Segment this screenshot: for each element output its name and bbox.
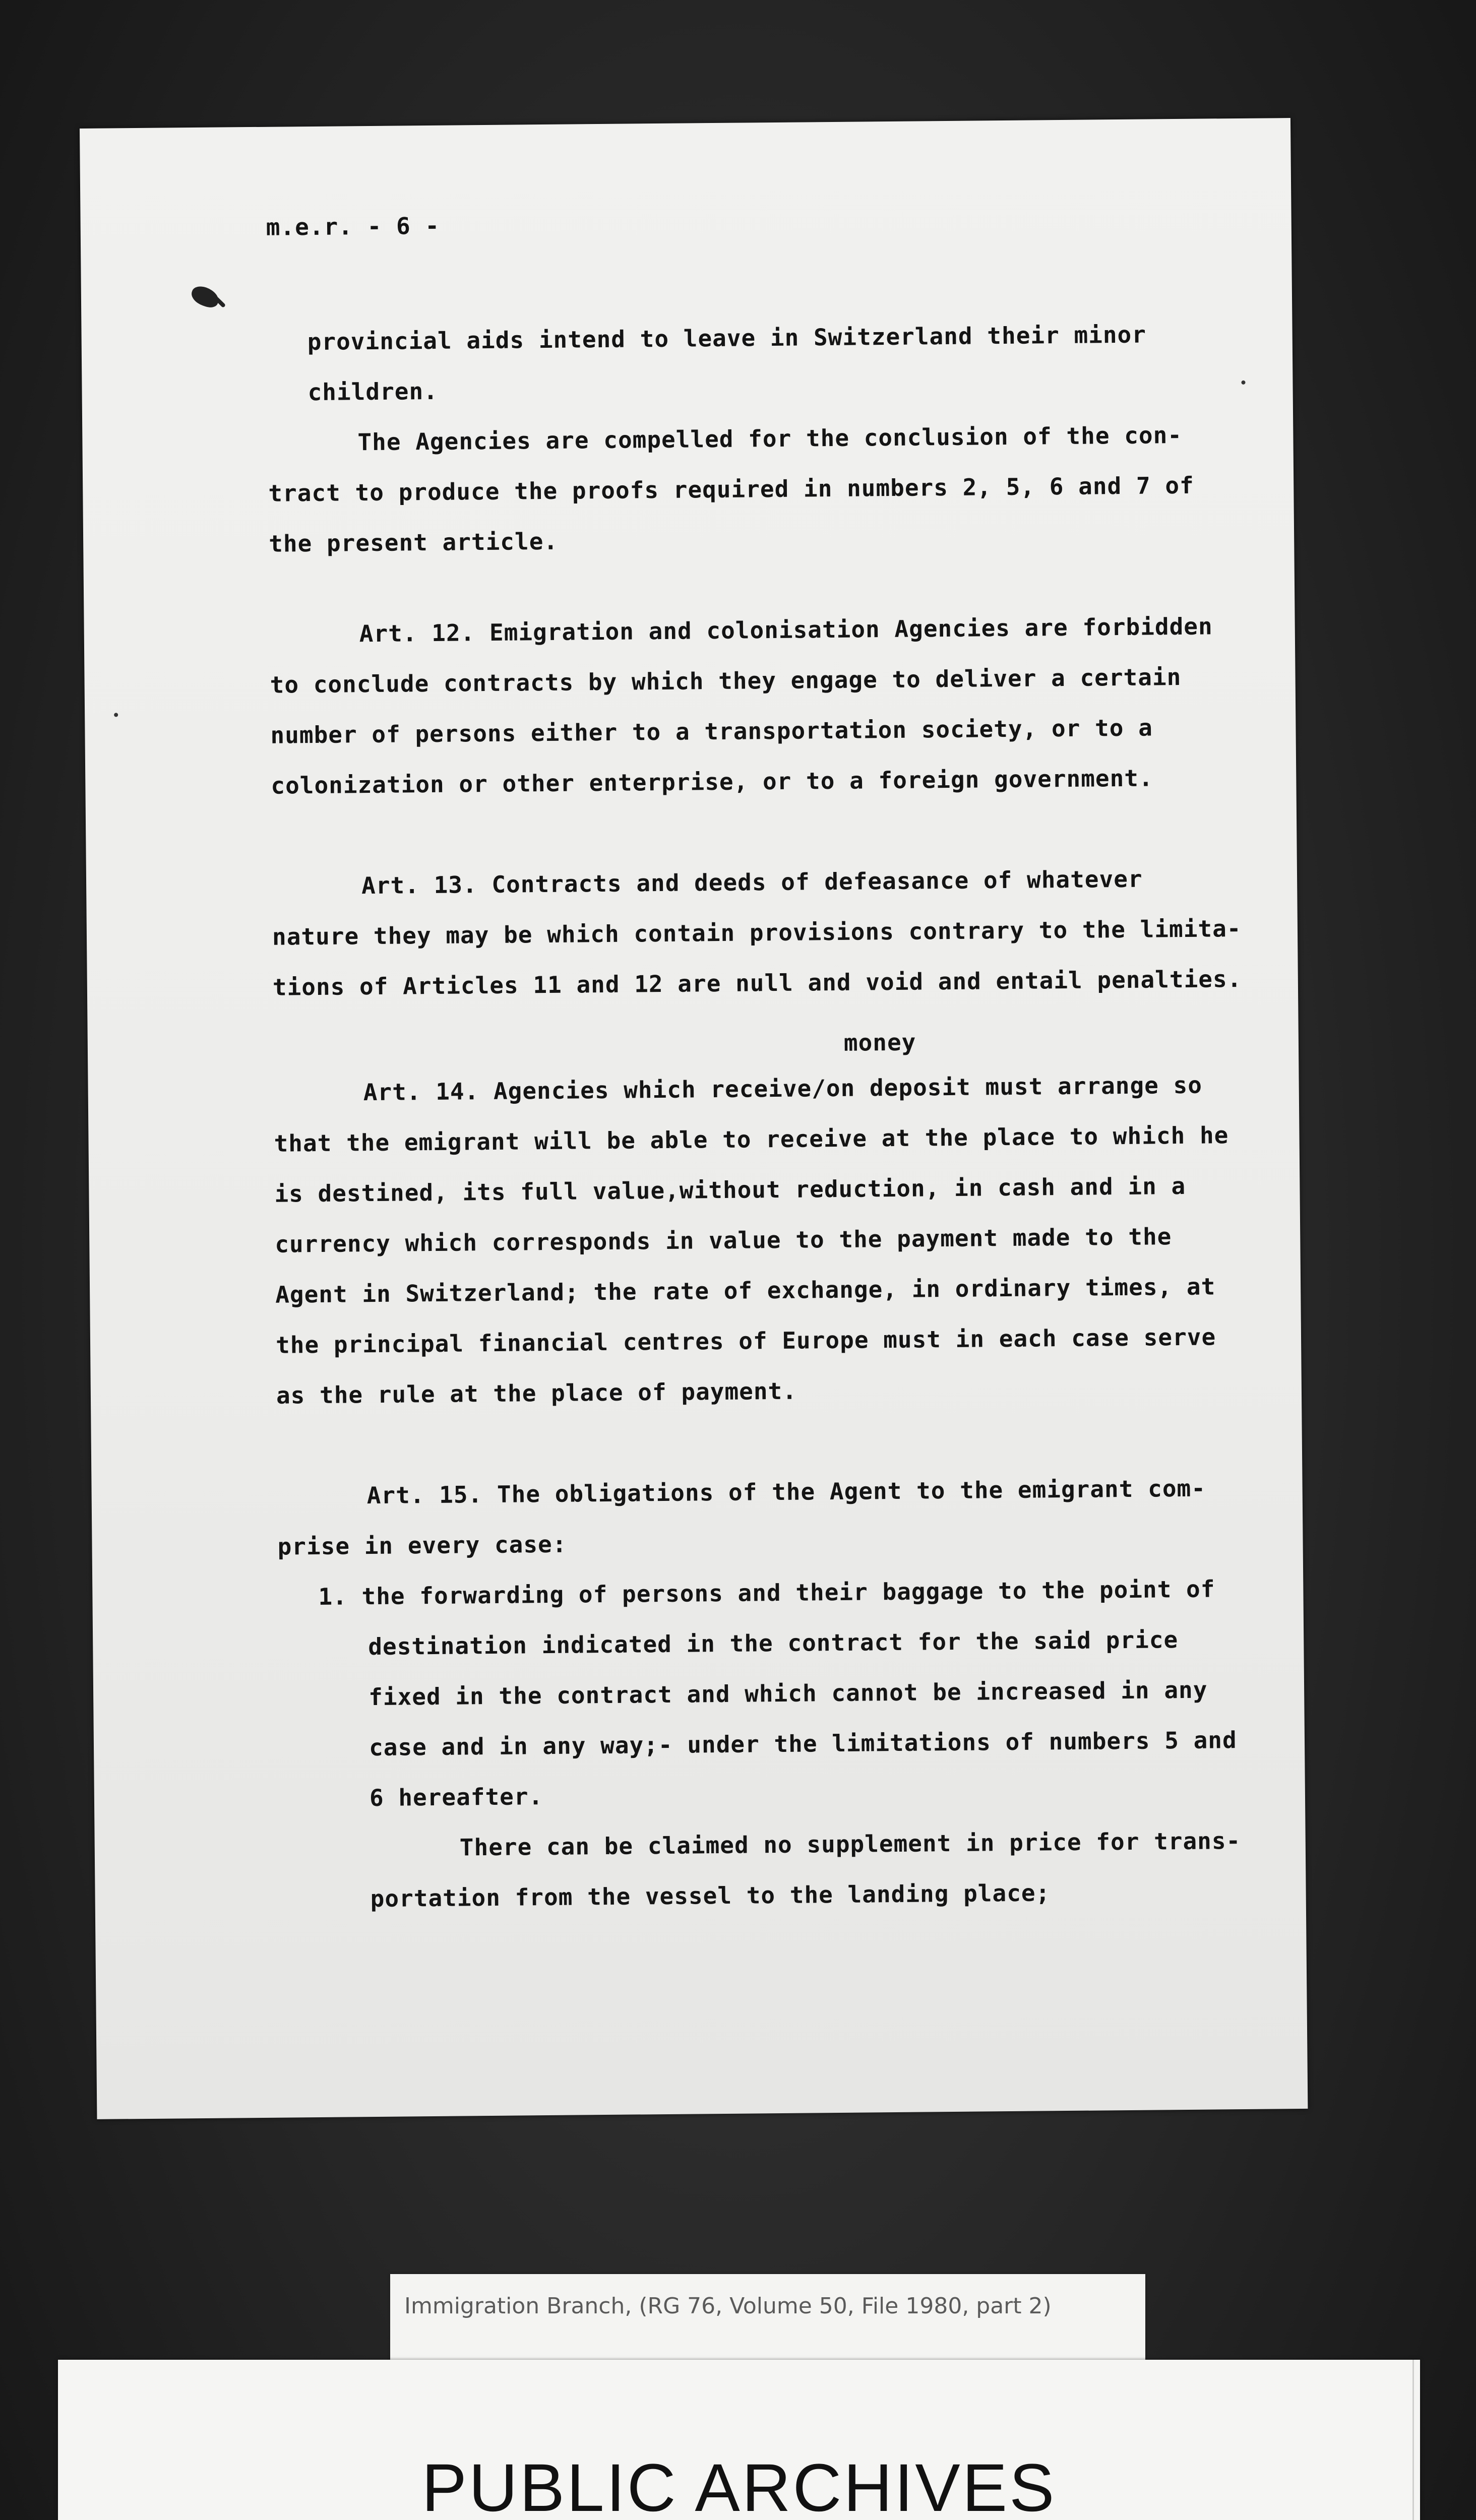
text-line: to conclude contracts by which they engage to deliver a certain <box>270 663 1182 699</box>
text-line: fixed in the contract and which cannot be increased in any <box>368 1676 1208 1711</box>
text-line: the present article. <box>268 527 559 557</box>
article-13-line: Art. 13. Contracts and deeds of defeasance of whatever <box>361 865 1143 900</box>
page-header: m.e.r. - 6 - <box>266 212 440 241</box>
typed-page <box>80 118 1308 2119</box>
archive-stamp-card <box>58 2360 1420 2520</box>
text-line: 6 hereafter. <box>369 1783 543 1812</box>
list-item-line: 1. the forwarding of persons and their baggage to the point of <box>318 1575 1215 1610</box>
text-line: nature they may be which contain provisions contrary to the limita- <box>272 914 1242 951</box>
paper-speck <box>114 713 118 717</box>
article-12-line: Art. 12. Emigration and colonisation Agencies are forbidden <box>359 612 1213 648</box>
text-line: is destined, its full value,without reduction, in cash and in a <box>274 1172 1186 1208</box>
article-15-line: Art. 15. The obligations of the Agent to the emigrant com- <box>366 1474 1206 1509</box>
text-line: tions of Articles 11 and 12 are null and void and entail penalties. <box>272 965 1242 1001</box>
ink-blot <box>189 284 222 310</box>
source-reference: Immigration Branch, (RG 76, Volume 50, File 1980, part 2) <box>404 2293 1052 2319</box>
text-line: prise in every case: <box>277 1530 567 1560</box>
text-line: The Agencies are compelled for the conclusion of the con- <box>357 421 1183 456</box>
text-line: provincial aids intend to leave in Switzerland their minor <box>307 321 1147 356</box>
archive-stamp <box>66 2360 1414 2520</box>
text-line: number of persons either to a transportation society, or to a <box>270 714 1153 749</box>
text-line: currency which corresponds in value to the payment made to the <box>275 1223 1172 1258</box>
paper-speck <box>1241 381 1245 385</box>
text-line: destination indicated in the contract for the said price <box>368 1626 1179 1661</box>
text-line: case and in any way;- under the limitations of numbers 5 and <box>368 1726 1237 1761</box>
handwritten-insertion: money <box>843 1028 916 1056</box>
text-line: the principal financial centres of Europe must in each case serve <box>275 1323 1216 1359</box>
text-line: that the emigrant will be able to receive at the place to which he <box>274 1121 1229 1157</box>
text-line: children. <box>307 377 439 406</box>
text-line: Agent in Switzerland; the rate of exchange, in ordinary times, at <box>275 1273 1216 1308</box>
text-line: as the rule at the place of payment. <box>276 1377 797 1409</box>
text-line: tract to produce the proofs required in numbers 2, 5, 6 and 7 of <box>268 471 1194 507</box>
stamp-line-english: PUBLIC ARCHIVES <box>421 2450 1057 2520</box>
text-line: portation from the vessel to the landing place; <box>370 1879 1051 1913</box>
text-line: There can be claimed no supplement in price for trans- <box>459 1827 1241 1861</box>
text-line: colonization or other enterprise, or to a foreign government. <box>271 764 1153 799</box>
article-14-line: Art. 14. Agencies which receive/on deposit must arrange so <box>363 1071 1203 1106</box>
